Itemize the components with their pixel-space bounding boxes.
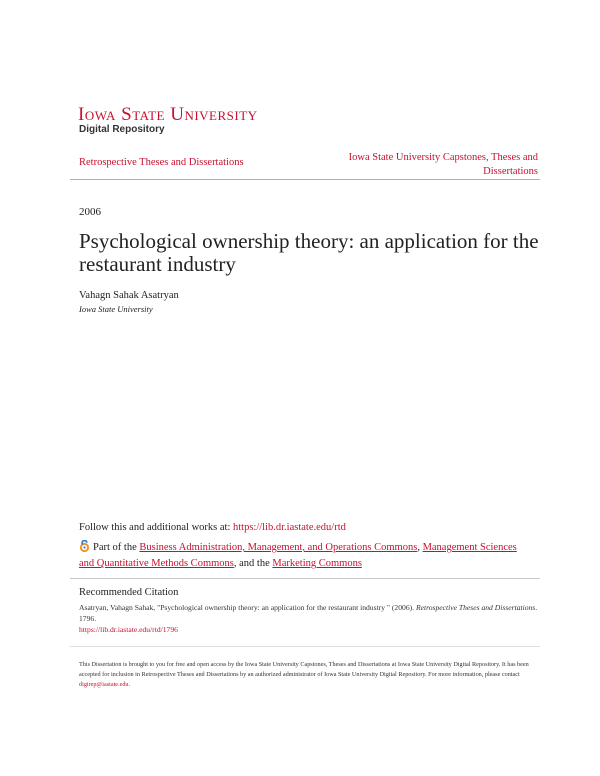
citation-text: Asatryan, Vahagn Sahak, "Psychological ownership theory: an application for the restaurant industry " (2006). xyxy=(79,603,416,612)
citation-block xyxy=(79,602,539,635)
retrospective-theses-link[interactable]: Retrospective Theses and Dissertations xyxy=(79,157,244,168)
repository-notice xyxy=(79,660,539,690)
business-admin-commons-link[interactable]: Business Administration, Management, and Operations Commons xyxy=(139,542,418,553)
part-of-commons xyxy=(79,540,519,571)
recommended-citation-heading: Recommended Citation xyxy=(79,587,179,598)
part-of-separator-1: , xyxy=(417,542,423,553)
citation-number: . 1796. xyxy=(79,603,538,623)
management-sciences-commons-link[interactable]: Management Sciences and Quantitative Methods Commons xyxy=(79,542,517,569)
citation-url-link[interactable]: https://lib.dr.iastate.edu/rtd/1796 xyxy=(79,625,178,634)
open-access-icon xyxy=(79,540,90,557)
marketing-commons-link[interactable]: Marketing Commons xyxy=(272,558,362,569)
author-name: Vahagn Sahak Asatryan xyxy=(79,290,179,301)
capstones-theses-link[interactable]: Iowa State University Capstones, Theses and Dissertations xyxy=(348,152,538,177)
follow-line xyxy=(79,522,346,533)
notice-end: . xyxy=(128,681,131,688)
part-of-separator-2: , and the xyxy=(233,558,273,569)
collection-url-link[interactable]: https://lib.dr.iastate.edu/rtd xyxy=(233,522,346,533)
university-logo[interactable]: Iowa State University xyxy=(78,104,258,125)
citation-divider xyxy=(70,578,540,579)
header-divider xyxy=(70,179,540,180)
document-title: Psychological ownership theory: an application for the restaurant industry xyxy=(79,229,539,276)
part-of-prefix: Part of the xyxy=(93,542,140,553)
citation-series: Retrospective Theses and Dissertations xyxy=(415,603,536,612)
follow-text: Follow this and additional works at: xyxy=(79,522,233,533)
author-affiliation: Iowa State University xyxy=(79,304,153,314)
notice-divider xyxy=(70,646,540,647)
publication-year: 2006 xyxy=(79,206,101,218)
notice-text: This Dissertation is brought to you for free and open access by the Iowa State University Capstones, Theses and Dissertations at Iowa State University Digital Repository. It has been accepted for inclusion in Retrospective Theses and Dissertations by an authorized administrator of Iowa State University Digital Repository. For more information, please contact xyxy=(79,661,529,678)
repository-name: Digital Repository xyxy=(79,124,165,135)
contact-email-link[interactable]: digirep@iastate.edu xyxy=(79,681,129,688)
